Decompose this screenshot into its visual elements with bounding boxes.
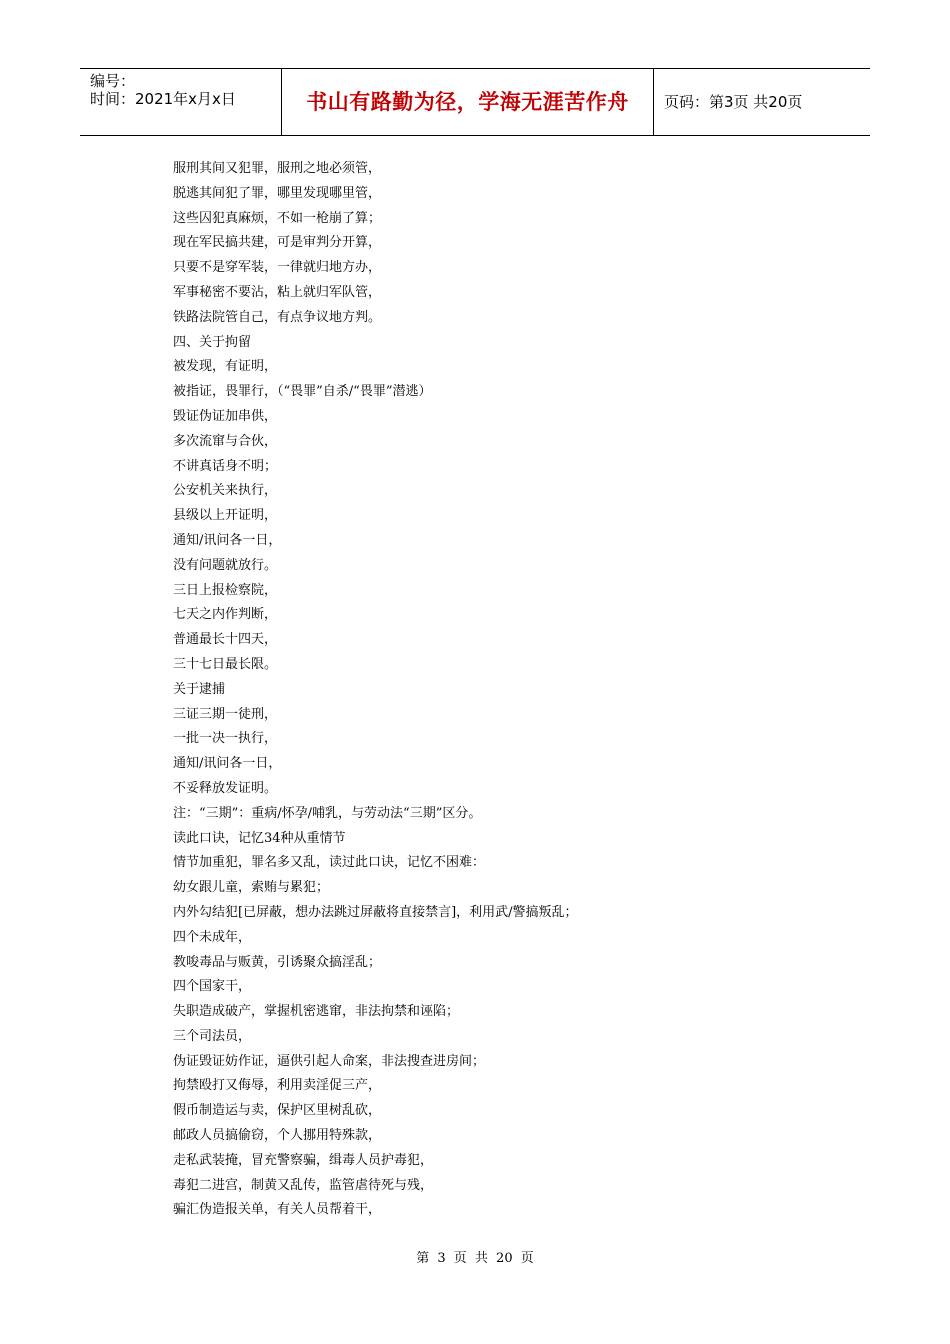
- text-line: 四、关于拘留: [173, 334, 252, 350]
- text-line: 这些囚犯真麻烦，不如一枪崩了算；: [173, 210, 382, 226]
- text-line: 普通最长十四天，: [173, 632, 278, 648]
- text-line: 关于逮捕: [173, 681, 226, 697]
- text-line: 邮政人员搞偷窃，个人挪用特殊款，: [173, 1128, 382, 1144]
- text-line: 情节加重犯，罪名多又乱，读过此口诀，记忆不困难：: [173, 855, 486, 871]
- page-footer: 第 3 页 共 20 页: [416, 1251, 534, 1266]
- text-line: 被发现，有证明，: [173, 359, 278, 375]
- text-line: 三证三期一徒刑，: [173, 706, 278, 722]
- header-meta-cell: [80, 69, 282, 135]
- text-line: 不妥释放发证明。: [173, 780, 278, 796]
- text-line: 失职造成破产，掌握机密逃窜，非法拘禁和诬陷；: [173, 1004, 460, 1020]
- text-line: 被指证，畏罪行，（“畏罪”自杀/“畏罪”潜逃）: [173, 384, 432, 400]
- text-line: 假币制造运与卖，保护区里树乱砍，: [173, 1103, 382, 1119]
- text-line: 毁证伪证加串供，: [173, 408, 278, 424]
- text-line: 一批一决一执行，: [173, 731, 278, 747]
- text-line: 读此口诀，记忆34种从重情节: [173, 830, 346, 846]
- header-motto: 书山有路勤为径，学海无涯苦作舟: [282, 69, 654, 135]
- text-line: 脱逃其间犯了罪，哪里发现哪里管，: [173, 185, 382, 201]
- text-line: 公安机关来执行，: [173, 483, 278, 499]
- document-header: [80, 68, 870, 136]
- text-line: 毒犯二进宫，制黄又乱传，监管虐待死与残，: [173, 1177, 434, 1193]
- header-page-info: 页码：第3页 共20页: [664, 93, 803, 111]
- text-line: 县级以上开证明，: [173, 508, 278, 524]
- text-line: 伪证毁证妨作证，逼供引起人命案，非法搜查进房间；: [173, 1053, 486, 1069]
- text-line: 铁路法院管自己，有点争议地方判。: [173, 309, 382, 325]
- text-line: 通知/讯问各一日，: [173, 756, 282, 772]
- text-line: 服刑其间又犯罪，服刑之地必须管，: [173, 161, 382, 176]
- text-line: 内外勾结犯[已屏蔽，想办法跳过屏蔽将直接禁言]，利用武/警搞叛乱；: [173, 904, 578, 920]
- text-line: 注：“三期”：重病/怀孕/哺乳，与劳动法“三期”区分。: [173, 805, 482, 821]
- text-line: 拘禁殴打又侮辱，利用卖淫促三产，: [173, 1078, 382, 1094]
- text-line: 军事秘密不要沾，粘上就归军队管，: [173, 284, 382, 300]
- date-label: 时间：2021年x月x日: [90, 90, 236, 108]
- text-line: 不讲真话身不明；: [173, 458, 278, 474]
- text-line: 三日上报检察院，: [173, 582, 278, 598]
- text-line: 三个司法员，: [173, 1028, 252, 1044]
- serial-number-label: 编号：: [90, 72, 136, 90]
- text-line: 三十七日最长限。: [173, 656, 278, 672]
- document-body: [173, 157, 793, 1223]
- text-line: 七天之内作判断，: [173, 607, 278, 623]
- text-line: 四个未成年，: [173, 929, 252, 945]
- text-line: 多次流窜与合伙，: [173, 433, 278, 449]
- text-line: 走私武装掩，冒充警察骗，缉毒人员护毒犯，: [173, 1152, 434, 1168]
- text-line: 四个国家干，: [173, 979, 252, 995]
- text-line: 幼女跟儿童，索贿与累犯；: [173, 880, 330, 896]
- text-line: 只要不是穿军装，一律就归地方办，: [173, 260, 382, 276]
- text-line: 骗汇伪造报关单，有关人员帮着干，: [173, 1202, 382, 1218]
- text-line: 通知/讯问各一日，: [173, 532, 282, 548]
- text-line: 没有问题就放行。: [173, 557, 278, 573]
- text-line: 教唆毒品与贩黄，引诱聚众搞淫乱；: [173, 954, 382, 970]
- text-line: 现在军民搞共建，可是审判分开算，: [173, 235, 382, 251]
